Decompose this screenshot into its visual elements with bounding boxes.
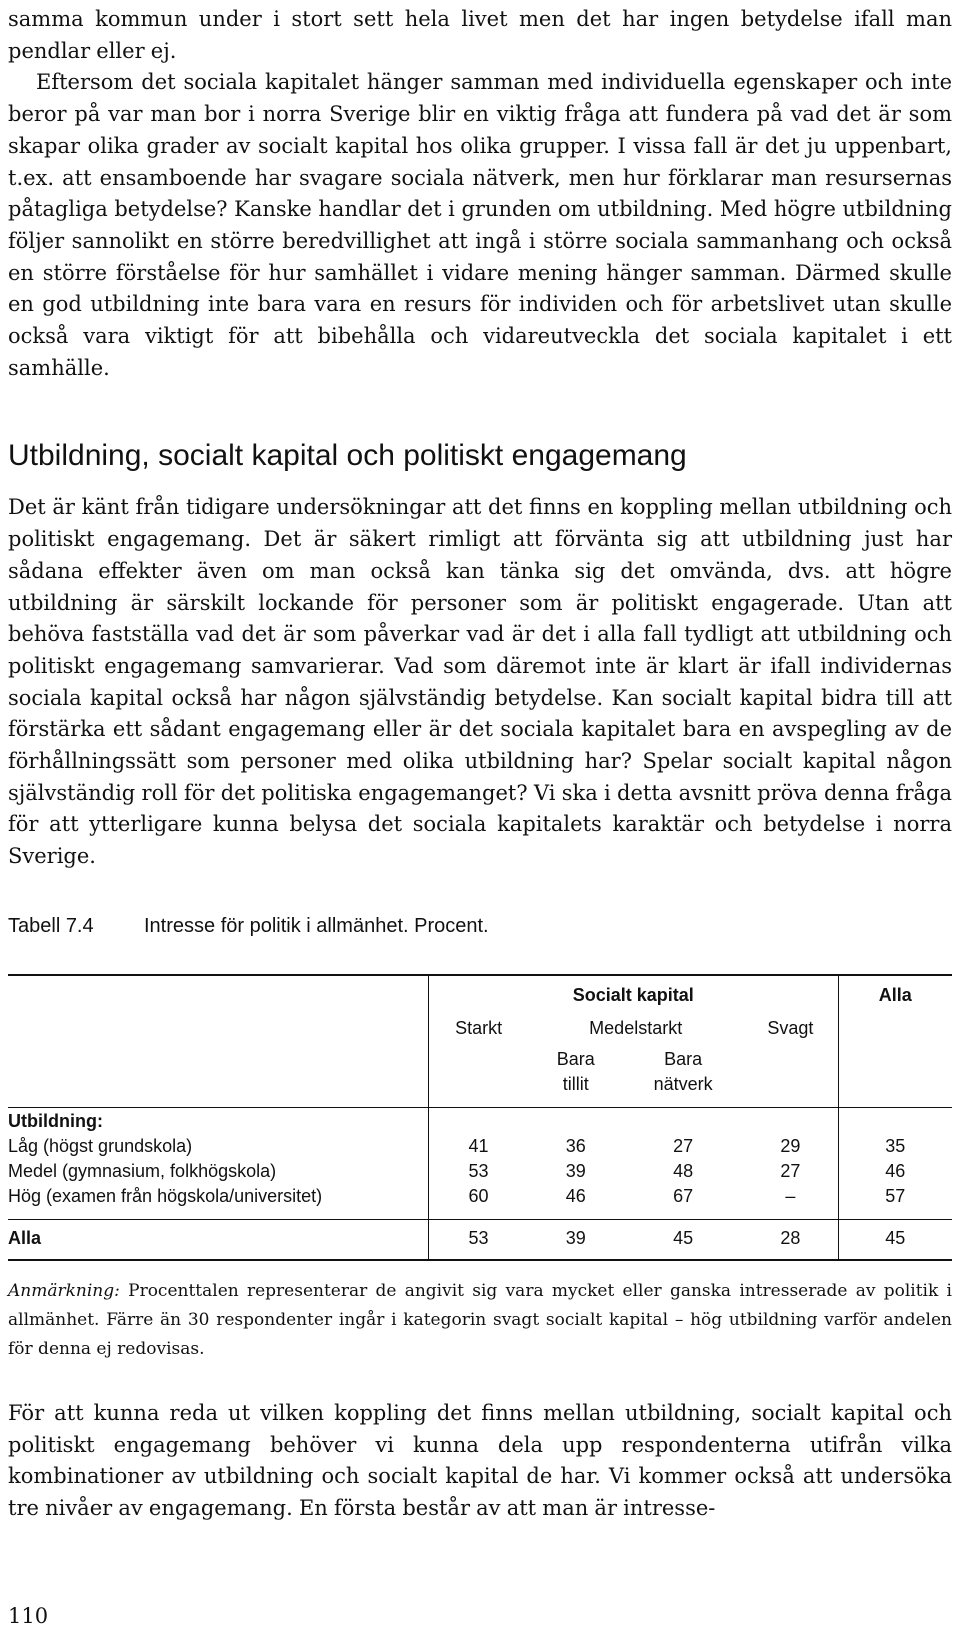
document-page — [8, 0, 952, 1525]
group-header-social-capital: Socialt kapital — [428, 975, 838, 1008]
total-svagt: 28 — [743, 1219, 838, 1260]
table-note — [8, 1277, 952, 1364]
cell-starkt: 60 — [428, 1184, 528, 1220]
header-bara-tillit — [528, 1041, 623, 1108]
table-header-row-1 — [8, 975, 952, 1008]
section-heading: Utbildning, socialt kapital och politiskt engagemang — [8, 439, 687, 473]
table-caption — [8, 913, 952, 939]
cell-bara-tillit: 46 — [565, 1185, 586, 1206]
interest-table — [8, 974, 952, 1261]
cell-alla: 46 — [838, 1159, 952, 1184]
total-alla: 45 — [838, 1219, 952, 1260]
total-bara-tillit: 39 — [528, 1219, 623, 1260]
table-caption-label: Tabell 7.4 — [8, 914, 94, 937]
header-starkt: Starkt — [428, 1008, 528, 1041]
header-bara-natverk-line-1: Bara — [664, 1048, 703, 1069]
total-label: Alla — [8, 1219, 428, 1260]
header-bara-tillit-line-2: tillit — [562, 1073, 589, 1094]
total-row — [8, 1219, 952, 1260]
cell-svagt: 27 — [780, 1160, 801, 1181]
table-row — [8, 1159, 952, 1184]
header-bara-natverk-line-2: nätverk — [653, 1073, 713, 1094]
table-header-row-2 — [8, 1008, 952, 1041]
page-number: 110 — [8, 1604, 49, 1628]
cell-svagt: – — [785, 1185, 796, 1206]
cell-bara-tillit: 36 — [565, 1135, 586, 1156]
section-row — [8, 1107, 952, 1134]
cell-starkt: 41 — [428, 1134, 528, 1159]
header-alla: Alla — [838, 975, 952, 1008]
cell-bara-tillit: 39 — [565, 1160, 586, 1181]
section-label-utbildning: Utbildning: — [8, 1107, 428, 1134]
row-label: Medel (gymnasium, folkhögskola) — [8, 1160, 277, 1181]
cell-bara-natverk: 27 — [673, 1135, 694, 1156]
cell-svagt: 29 — [780, 1135, 801, 1156]
header-bara-tillit-line-1: Bara — [556, 1048, 595, 1069]
paragraph-education-engagement: Det är känt från tidigare undersökningar att det finns en koppling mellan utbildning och politiskt engagemang. Det är säkert rimligt att förvänta sig att utbildning just har sådana effekter även om man också kan tänka sig det omvända, dvs. att högre utbildning är särskilt lockande för personer som är politiskt engagerade. Utan att behöva fastställa vad det är som påverkar vad är det i alla fall tydligt att utbildning och politiskt engagemang samvarierar. Vad som däremot inte är klart är ifall individernas sociala kapital också har någon självständig betydelse. Kan socialt kapital bidra till att förstärka ett sådant engagemang eller är det sociala kapitalet bara en avspegling av de förhållningssätt som personer med olika utbildning har? Spelar socialt kapital någon självständig roll för det politiska engagemanget? Vi ska i detta avsnitt pröva denna fråga för att ytterligare kunna belysa det sociala kapitalets karaktär och betydelse i norra Sverige. — [8, 495, 952, 869]
row-label: Hög (examen från högskola/universitet) — [8, 1185, 323, 1206]
cell-bara-natverk: 48 — [673, 1160, 694, 1181]
cell-starkt: 53 — [428, 1159, 528, 1184]
cell-alla: 57 — [838, 1184, 952, 1220]
cell-alla: 35 — [838, 1134, 952, 1159]
table-header-row-3 — [8, 1041, 952, 1108]
header-bara-natverk — [623, 1041, 743, 1108]
paragraph-method: För att kunna reda ut vilken koppling det finns mellan utbildning, socialt kapital och politiskt engagemang behöver vi kunna dela upp respondenterna utifrån vilka kombinationer av utbildning och socialt kapital de har. Vi kommer också att undersöka tre nivåer av engagemang. En första består av att man är intresse- — [8, 1400, 952, 1520]
table-row — [8, 1184, 952, 1220]
total-bara-natverk: 45 — [623, 1219, 743, 1260]
header-svagt: Svagt — [767, 1017, 814, 1038]
table-note-text: Procenttalen representerar de angivit sig vara mycket eller ganska intresserade av politik i allmänhet. Färre än 30 respondenter ingår i kategorin svagt socialt kapital – hög utbildning varför andelen för denna ej redovisas. — [8, 1280, 952, 1359]
header-medelstarkt: Medelstarkt — [589, 1017, 683, 1038]
total-starkt: 53 — [428, 1219, 528, 1260]
table-caption-title: Intresse för politik i allmänhet. Procent. — [144, 914, 489, 937]
paragraph-intro-end: samma kommun under i stort sett hela livet men det har ingen betydelse ifall man pendlar eller ej. — [8, 7, 952, 63]
table-row — [8, 1134, 952, 1159]
table-note-label: Anmärkning: — [8, 1280, 120, 1301]
cell-bara-natverk: 67 — [673, 1185, 694, 1206]
paragraph-social-capital: Eftersom det sociala kapitalet hänger samman med individuella egenskaper och inte beror på var man bor i norra Sverige blir en viktig fråga att fundera på vad det är som skapar olika grader av socialt kapital hos olika grupper. I vissa fall är det ju uppenbart, t.ex. att ensamboende har svagare sociala nätverk, men hur förklarar man resursernas påtagliga betydelse? Kanske handlar det i grunden om utbildning. Med högre utbildning följer sannolikt en större beredvillighet att ingå i större sociala sammanhang och också en större förståelse för hur samhället i vidare mening hänger samman. Därmed skulle en god utbildning inte bara vara en resurs för individen och för arbetslivet utan skulle också vara viktigt för att bibehålla och vidareutveckla det sociala kapitalet i ett samhälle. — [8, 70, 952, 380]
row-label: Låg (högst grundskola) — [8, 1135, 193, 1156]
